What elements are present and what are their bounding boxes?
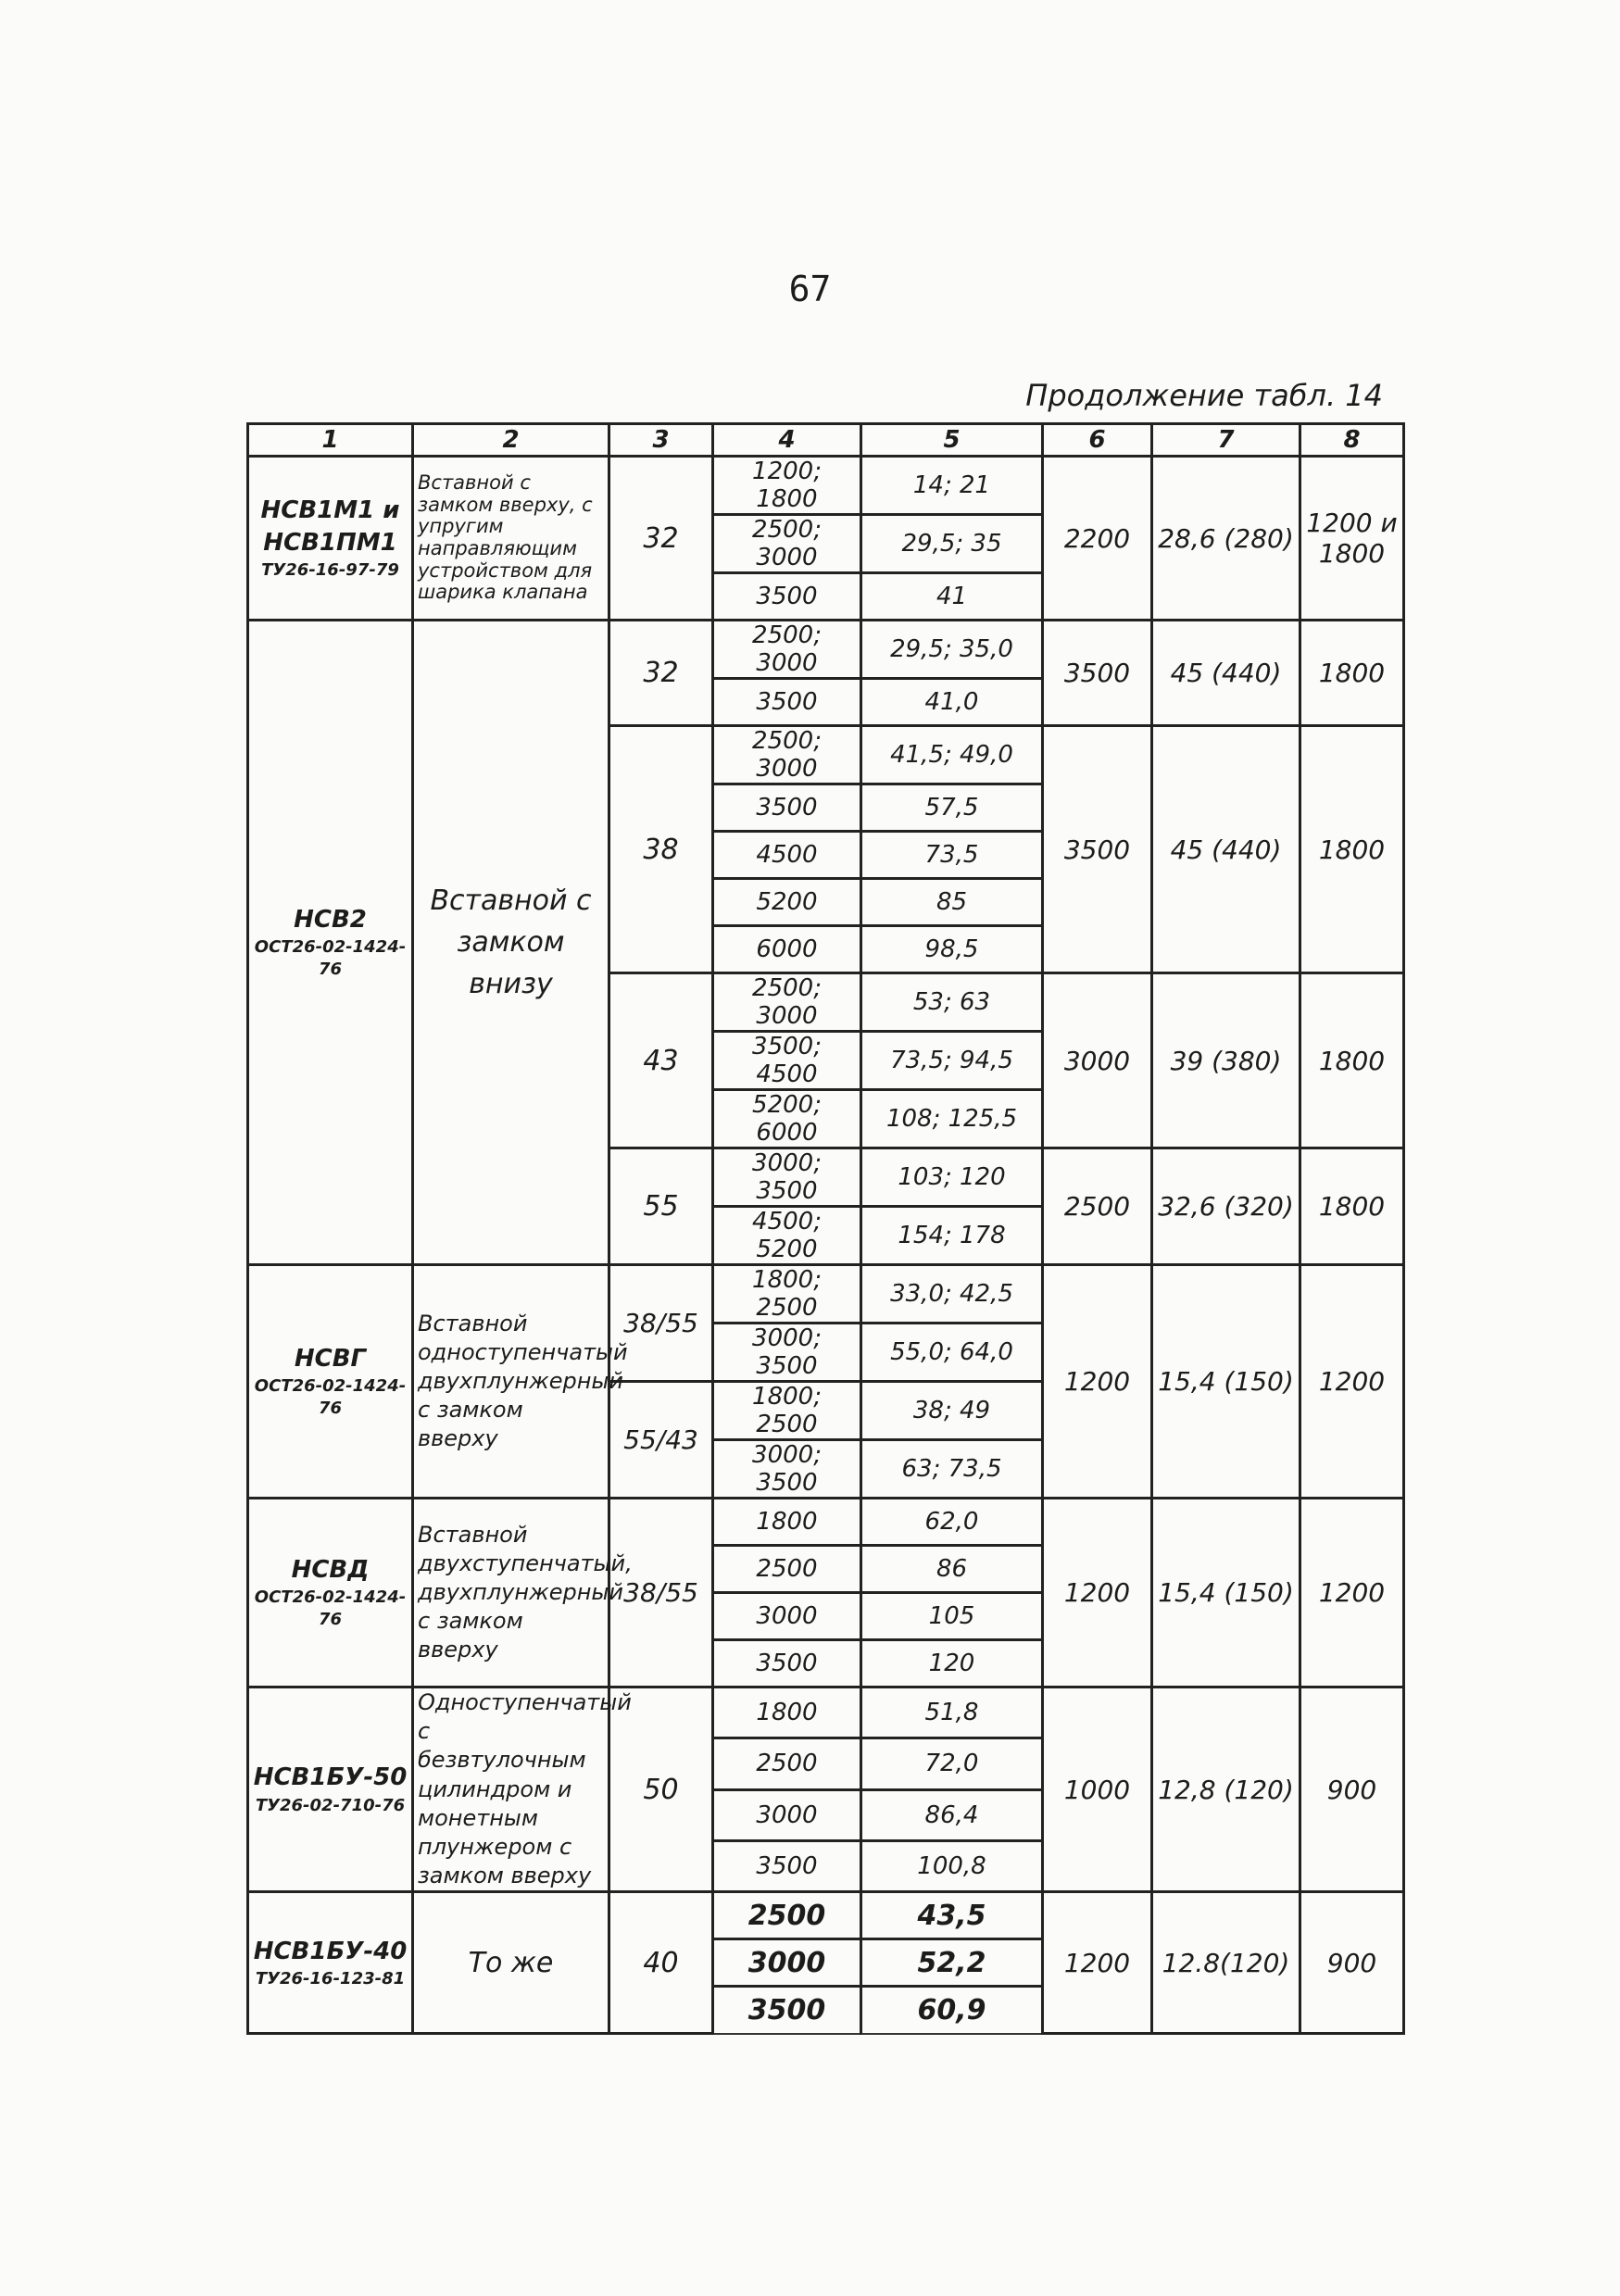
mass-cell: 86 (861, 1546, 1043, 1593)
designation-cell (248, 1892, 413, 2034)
mass-cell: 73,5; 94,5 (861, 1032, 1043, 1090)
header-col-8: 8 (1300, 424, 1404, 457)
table-row (248, 457, 1404, 515)
stroke-length-cell: 5200 (713, 879, 861, 926)
header-col-6: 6 (1043, 424, 1152, 457)
col6-cell: 2200 (1043, 457, 1152, 621)
diameter-cell: 32 (609, 457, 713, 621)
description-cell: Вставной с замком внизу (413, 621, 609, 1265)
mass-cell: 41 (861, 573, 1043, 621)
stroke-length-cell: 3000; 3500 (713, 1440, 861, 1499)
diameter-cell: 55 (609, 1148, 713, 1265)
header-col-4: 4 (713, 424, 861, 457)
mass-cell: 38; 49 (861, 1382, 1043, 1440)
table-row (248, 1687, 1404, 1738)
mass-cell: 86,4 (861, 1789, 1043, 1840)
pump-standard: ОСТ26-02-1424-76 (254, 936, 407, 980)
mass-cell: 14; 21 (861, 457, 1043, 515)
mass-cell: 41,5; 49,0 (861, 726, 1043, 784)
mass-cell: 100,8 (861, 1840, 1043, 1891)
mass-cell: 154; 178 (861, 1207, 1043, 1265)
mass-cell: 29,5; 35 (861, 515, 1043, 573)
mass-cell: 62,0 (861, 1499, 1043, 1546)
stroke-length-cell: 3500 (713, 784, 861, 832)
diameter-cell: 38/55 (609, 1499, 713, 1687)
table-row (248, 621, 1404, 679)
col6-cell: 1200 (1043, 1892, 1152, 2034)
col7-cell: 15,4 (150) (1152, 1499, 1300, 1687)
stroke-length-cell: 3500 (713, 1840, 861, 1891)
mass-cell: 105 (861, 1593, 1043, 1640)
stroke-length-cell: 3000 (713, 1939, 861, 1987)
stroke-length-cell: 3500 (713, 1987, 861, 2034)
mass-cell: 57,5 (861, 784, 1043, 832)
diameter-cell: 38 (609, 726, 713, 973)
col8-cell: 1200 (1300, 1265, 1404, 1499)
stroke-length-cell: 3000; 3500 (713, 1148, 861, 1207)
designation-cell (248, 1499, 413, 1687)
stroke-length-cell: 3000 (713, 1593, 861, 1640)
pump-spec-table (246, 422, 1405, 2035)
col7-cell: 39 (380) (1152, 973, 1300, 1148)
pump-standard: НСВ1ПМ1 (263, 528, 397, 557)
col7-cell: 45 (440) (1152, 621, 1300, 726)
stroke-length-cell: 4500; 5200 (713, 1207, 861, 1265)
col8-cell: 900 (1300, 1687, 1404, 1892)
pump-designation: НСВ1БУ-40 (253, 1937, 408, 1965)
stroke-length-cell: 2500 (713, 1546, 861, 1593)
table-row (248, 1892, 1404, 1939)
pump-designation: НСВГ (294, 1344, 367, 1373)
mass-cell: 103; 120 (861, 1148, 1043, 1207)
col6-cell: 1200 (1043, 1499, 1152, 1687)
description-cell: Одноступенчатый с безвтулочным цилиндром и монетным плунжером с замком вверху (413, 1687, 609, 1892)
stroke-length-cell: 3500 (713, 573, 861, 621)
mass-cell: 41,0 (861, 679, 1043, 726)
header-row (248, 424, 1404, 457)
col7-cell: 45 (440) (1152, 726, 1300, 973)
pump-standard: ТУ26-16-97-79 (261, 559, 399, 580)
stroke-length-cell: 2500; 3000 (713, 515, 861, 573)
header-col-3: 3 (609, 424, 713, 457)
col6-cell: 3500 (1043, 621, 1152, 726)
stroke-length-cell: 2500; 3000 (713, 726, 861, 784)
mass-cell: 108; 125,5 (861, 1090, 1043, 1148)
designation-cell (248, 621, 413, 1265)
col6-cell: 3500 (1043, 726, 1152, 973)
col7-cell: 12,8 (120) (1152, 1687, 1300, 1892)
stroke-length-cell: 2500 (713, 1738, 861, 1789)
description-cell: Вставной с замком вверху, с упругим направляющим устройством для шарика клапана (413, 457, 609, 621)
header-col-7: 7 (1152, 424, 1300, 457)
stroke-length-cell: 1800 (713, 1687, 861, 1738)
col6-cell: 1200 (1043, 1265, 1152, 1499)
col6-cell: 1000 (1043, 1687, 1152, 1892)
col6-cell: 2500 (1043, 1148, 1152, 1265)
diameter-cell: 32 (609, 621, 713, 726)
col8-cell: 1200 и 1800 (1300, 457, 1404, 621)
stroke-length-cell: 3000; 3500 (713, 1324, 861, 1382)
col8-cell: 1800 (1300, 621, 1404, 726)
designation-cell (248, 1265, 413, 1499)
pump-designation: НСВД (291, 1555, 370, 1584)
pump-designation: НСВ1БУ-50 (253, 1763, 408, 1792)
stroke-length-cell: 1200; 1800 (713, 457, 861, 515)
stroke-length-cell: 1800 (713, 1499, 861, 1546)
stroke-length-cell: 4500 (713, 832, 861, 879)
pump-standard: ОСТ26-02-1424-76 (254, 1587, 407, 1630)
stroke-length-cell: 1800; 2500 (713, 1382, 861, 1440)
col7-cell: 32,6 (320) (1152, 1148, 1300, 1265)
col7-cell: 12.8(120) (1152, 1892, 1300, 2034)
page-number: 67 (788, 269, 832, 309)
pump-standard: ТУ26-16-123-81 (255, 1968, 406, 1989)
stroke-length-cell: 3500 (713, 1640, 861, 1687)
col7-cell: 15,4 (150) (1152, 1265, 1300, 1499)
col8-cell: 1800 (1300, 1148, 1404, 1265)
continued-caption: Продолжение табл. 14 (1025, 378, 1383, 413)
stroke-length-cell: 2500; 3000 (713, 621, 861, 679)
mass-cell: 52,2 (861, 1939, 1043, 1987)
mass-cell: 55,0; 64,0 (861, 1324, 1043, 1382)
diameter-cell: 38/55 (609, 1265, 713, 1382)
mass-cell: 60,9 (861, 1987, 1043, 2034)
col8-cell: 900 (1300, 1892, 1404, 2034)
stroke-length-cell: 6000 (713, 926, 861, 973)
col8-cell: 1200 (1300, 1499, 1404, 1687)
diameter-cell: 50 (609, 1687, 713, 1892)
header-col-2: 2 (413, 424, 609, 457)
table-row (248, 1499, 1404, 1546)
stroke-length-cell: 2500 (713, 1892, 861, 1939)
diameter-cell: 43 (609, 973, 713, 1148)
mass-cell: 120 (861, 1640, 1043, 1687)
mass-cell: 72,0 (861, 1738, 1043, 1789)
mass-cell: 33,0; 42,5 (861, 1265, 1043, 1324)
header-col-1: 1 (248, 424, 413, 457)
mass-cell: 43,5 (861, 1892, 1043, 1939)
pump-standard: ОСТ26-02-1424-76 (254, 1375, 407, 1419)
col8-cell: 1800 (1300, 726, 1404, 973)
description-cell: Вставной одноступенчатый двухплунжерный с замком вверху (413, 1265, 609, 1499)
table-row (248, 1265, 1404, 1324)
col7-cell: 28,6 (280) (1152, 457, 1300, 621)
mass-cell: 51,8 (861, 1687, 1043, 1738)
diameter-cell: 40 (609, 1892, 713, 2034)
pump-designation: НСВ2 (294, 905, 367, 934)
mass-cell: 98,5 (861, 926, 1043, 973)
mass-cell: 29,5; 35,0 (861, 621, 1043, 679)
col6-cell: 3000 (1043, 973, 1152, 1148)
diameter-cell: 55/43 (609, 1382, 713, 1499)
designation-cell (248, 1687, 413, 1892)
mass-cell: 85 (861, 879, 1043, 926)
mass-cell: 53; 63 (861, 973, 1043, 1032)
mass-cell: 73,5 (861, 832, 1043, 879)
mass-cell: 63; 73,5 (861, 1440, 1043, 1499)
stroke-length-cell: 2500; 3000 (713, 973, 861, 1032)
stroke-length-cell: 3500 (713, 679, 861, 726)
description-cell: То же (413, 1892, 609, 2034)
stroke-length-cell: 3500; 4500 (713, 1032, 861, 1090)
stroke-length-cell: 5200; 6000 (713, 1090, 861, 1148)
stroke-length-cell: 3000 (713, 1789, 861, 1840)
designation-cell (248, 457, 413, 621)
stroke-length-cell: 1800; 2500 (713, 1265, 861, 1324)
col8-cell: 1800 (1300, 973, 1404, 1148)
pump-designation: НСВ1М1 и (260, 496, 400, 524)
pump-standard: ТУ26-02-710-76 (255, 1795, 406, 1815)
description-cell: Вставной двухступенчатый, двухплунжерный с замком вверху (413, 1499, 609, 1687)
header-col-5: 5 (861, 424, 1043, 457)
